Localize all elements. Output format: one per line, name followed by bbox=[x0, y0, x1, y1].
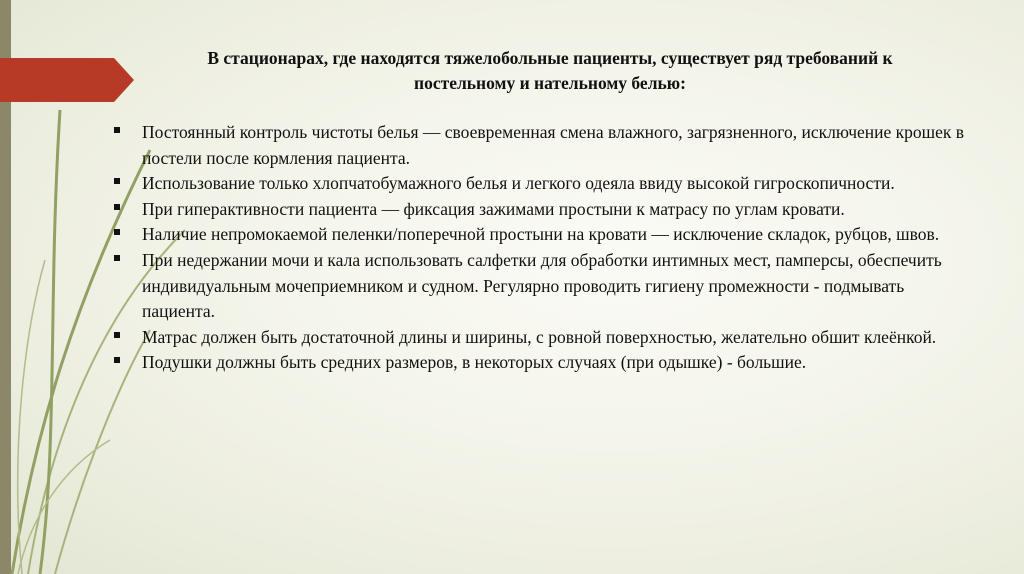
list-item-text: Матрас должен быть достаточной длины и ширины, с ровной поверхностью, желательно обшит клеёнкой. bbox=[142, 326, 937, 347]
bullet-square-icon bbox=[114, 127, 120, 133]
bullet-square-icon bbox=[114, 178, 120, 184]
list-item-text: При гиперактивности пациента — фиксация зажимами простыни к матрасу по углам кровати. bbox=[142, 198, 845, 219]
slide-title: В стационарах, где находятся тяжелобольные пациенты, существует ряд требований к постельному и нательному белью: bbox=[207, 48, 893, 93]
list-item bbox=[110, 120, 970, 171]
list-item bbox=[110, 325, 970, 351]
bullet-square-icon bbox=[114, 332, 120, 338]
requirements-list bbox=[110, 120, 970, 376]
bullet-square-icon bbox=[114, 204, 120, 210]
red-arrow-banner bbox=[0, 58, 134, 102]
list-item-text: Наличие непромокаемой пеленки/поперечной простыни на кровати — исключение складок, рубцов, швов. bbox=[142, 224, 940, 245]
bullet-square-icon bbox=[114, 229, 120, 235]
list-item-text: Подушки должны быть средних размеров, в некоторых случаях (при одышке) - большие. bbox=[142, 352, 807, 373]
bullet-square-icon bbox=[114, 255, 120, 261]
list-item-text: Постоянный контроль чистоты белья — своевременная смена влажного, загрязненного, исключение крошек в постели после кормления пациента. bbox=[142, 122, 965, 168]
list-item-text: Использование только хлопчатобумажного белья и легкого одеяла ввиду высокой гигроскопичности. bbox=[142, 173, 895, 194]
list-item bbox=[110, 350, 970, 376]
bullet-square-icon bbox=[114, 357, 120, 363]
list-item bbox=[110, 171, 970, 197]
list-item bbox=[110, 248, 970, 325]
list-item bbox=[110, 222, 970, 248]
list-item-text: При недержании мочи и кала использовать салфетки для обработки интимных мест, памперсы, обеспечить индивидуальным мочеприемником и судном. Регулярно проводить гигиену промежности - подмывать пациента. bbox=[142, 249, 942, 322]
list-item bbox=[110, 197, 970, 223]
